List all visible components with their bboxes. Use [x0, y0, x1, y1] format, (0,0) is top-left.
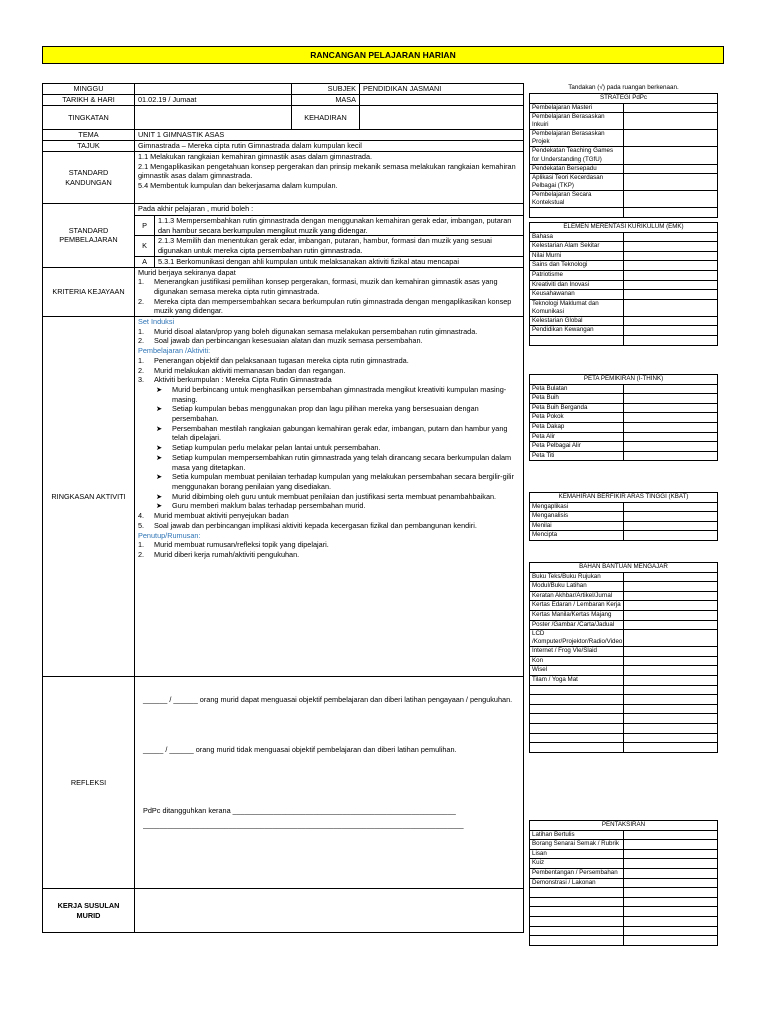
checklist-checkbox[interactable] — [624, 232, 718, 242]
checklist-label: LCD /Komputer/Projektor/Radio/Video — [530, 630, 624, 647]
checklist-checkbox[interactable] — [624, 451, 718, 461]
checklist-label — [530, 916, 624, 926]
checklist-checkbox[interactable] — [624, 907, 718, 917]
checklist-row — [530, 113, 718, 130]
checklist-row — [530, 326, 718, 336]
checklist-checkbox[interactable] — [624, 531, 718, 541]
checklist-checkbox[interactable] — [624, 403, 718, 413]
checklist-row — [530, 601, 718, 611]
subjek-value[interactable]: PENDIDIKAN JASMANI — [360, 84, 524, 95]
checklist-row — [530, 394, 718, 404]
checklist-checkbox[interactable] — [624, 656, 718, 666]
checklist-label — [530, 907, 624, 917]
checklist-checkbox[interactable] — [624, 174, 718, 191]
checklist-row — [530, 620, 718, 630]
ringkasan-label: RINGKASAN AKTIVITI — [43, 317, 135, 677]
checklist-row — [530, 413, 718, 423]
checklist-label: Peta Alir — [530, 432, 624, 442]
checklist-checkbox[interactable] — [624, 413, 718, 423]
checklist-checkbox[interactable] — [624, 326, 718, 336]
checklist-row — [530, 521, 718, 531]
standard-pembelajaran-label: STANDARD PEMBELAJARAN — [43, 204, 135, 268]
arrow-bullet-icon: ➤ — [156, 404, 163, 414]
checklist-label: Pembelajaran Secara Kontekstual — [530, 191, 624, 208]
checklist-label: Kelestarian Alam Sekitar — [530, 242, 624, 252]
standard-kandungan-content — [135, 152, 524, 204]
checklist-label: Peta Dakap — [530, 422, 624, 432]
checklist-row — [530, 591, 718, 601]
checklist-checkbox[interactable] — [624, 582, 718, 592]
aktiviti-sub-item: ➤ Setiap kumpulan bebas menggunakan prop dan lagu pilihan mereka yang bersesuaian dengan persembahan. — [156, 404, 479, 424]
checklist-label — [530, 936, 624, 946]
checklist-label: Latihan Bertulis — [530, 830, 624, 840]
aktiviti-sub-item: ➤ Murid dibimbing oleh guru untuk membuat penilaian dan justifikasi serta membuat penambahbaikan. — [156, 491, 497, 501]
checklist-label: Kon — [530, 656, 624, 666]
checklist-label: Peta Bulatan — [530, 384, 624, 394]
kbat-table — [529, 492, 718, 541]
checklist-checkbox[interactable] — [624, 724, 718, 734]
penutup-item: 2. Murid diberi kerja rumah/aktiviti pengukuhan. — [138, 549, 300, 559]
checklist-row — [530, 907, 718, 917]
checklist-row — [530, 830, 718, 840]
checklist-label: Internet / Frog Vle/Slaid — [530, 647, 624, 657]
checklist-row — [530, 502, 718, 512]
checklist-checkbox[interactable] — [624, 208, 718, 218]
checklist-row — [530, 232, 718, 242]
checklist-checkbox[interactable] — [624, 164, 718, 174]
checklist-row — [530, 743, 718, 753]
checklist-label — [530, 743, 624, 753]
checklist-row — [530, 849, 718, 859]
checklist-row — [530, 103, 718, 113]
aktiviti-item: 3. Aktiviti berkumpulan : Mereka Cipta Rutin Gimnastrada — [138, 375, 332, 385]
checklist-row — [530, 610, 718, 620]
checklist-row — [530, 164, 718, 174]
checklist-label — [530, 695, 624, 705]
checklist-label: Wisel — [530, 666, 624, 676]
checklist-label: Patriotisme — [530, 270, 624, 280]
sp-text: 1.1.3 Mempersembahkan rutin gimnastrada dengan menggunakan kemahiran gerak edar, imbangan, putaran dan hambur secara berkumpulan mengikut muzik yang didengar. — [155, 216, 524, 236]
checklist-row — [530, 868, 718, 878]
tema-label: TEMA — [43, 130, 135, 141]
checklist-checkbox[interactable] — [624, 261, 718, 271]
checklist-row — [530, 147, 718, 164]
ithink-title: PETA PEMIKIRAN (I-THINK) — [530, 375, 718, 385]
lesson-plan-table — [42, 83, 524, 933]
checklist-row — [530, 270, 718, 280]
arrow-bullet-icon: ➤ — [156, 491, 163, 501]
kriteria-intro: Murid berjaya sekiranya dapat — [138, 267, 236, 277]
pembelajaran-heading: Pembelajaran /Aktiviti: — [138, 346, 211, 356]
checklist-row — [530, 630, 718, 647]
aktiviti-sub-item: ➤ Guru memberi maklum balas terhadap persembahan murid. — [156, 501, 366, 511]
kriteria-content — [135, 267, 524, 317]
checklist-label — [530, 724, 624, 734]
checklist-label: Peta Pokok — [530, 413, 624, 423]
tema-value[interactable]: UNIT 1 GIMNASTIK ASAS — [135, 130, 524, 141]
kehadiran-label: KEHADIRAN — [292, 106, 360, 130]
checklist-row — [530, 442, 718, 452]
checklist-label: Kertas Edaran / Lembaran Kerja — [530, 601, 624, 611]
checklist-checkbox[interactable] — [624, 394, 718, 404]
checklist-label — [530, 897, 624, 907]
kriteria-label: KRITERIA KEJAYAAN — [43, 267, 135, 317]
checklist-checkbox[interactable] — [624, 280, 718, 290]
checklist-checkbox[interactable] — [624, 685, 718, 695]
checklist-label: Borang Senarai Semak / Rubrik — [530, 840, 624, 850]
checklist-row — [530, 859, 718, 869]
checklist-label — [530, 888, 624, 898]
checklist-row — [530, 888, 718, 898]
checklist-label: Sains dan Teknologi — [530, 261, 624, 271]
set-induksi-heading: Set Induksi — [138, 317, 175, 327]
aktiviti-sub-item: ➤ Setiap kumpulan mempersembahkan rutin gimnastrada yang telah dirancang secara berkumpulan dalam masa yang ditetapkan. — [156, 452, 512, 472]
checklist-row — [530, 316, 718, 326]
arrow-bullet-icon: ➤ — [156, 472, 163, 482]
checklist-row — [530, 695, 718, 705]
checklist-label: Kuiz — [530, 859, 624, 869]
penutup-item: 1. Murid membuat rumusan/refleksi topik yang dipelajari. — [138, 540, 329, 550]
checklist-checkbox[interactable] — [624, 620, 718, 630]
aktiviti-item: 2. Murid melakukan aktiviti memanasan badan dan regangan. — [138, 365, 346, 375]
refleksi-content[interactable] — [135, 677, 524, 889]
checklist-checkbox[interactable] — [624, 191, 718, 208]
aktiviti-item: 1. Penerangan objektif dan pelaksanaan tugasan mereka cipta rutin gimnastrada. — [138, 355, 409, 365]
checklist-label — [530, 704, 624, 714]
checklist-checkbox[interactable] — [624, 916, 718, 926]
tajuk-label: TAJUK — [43, 141, 135, 152]
checklist-row — [530, 724, 718, 734]
checklist-row — [530, 572, 718, 582]
checklist-checkbox[interactable] — [624, 840, 718, 850]
induksi-item: 2. Soal jawab dan perbincangan kesesuaian alatan dan muzik semasa persembahan. — [138, 336, 423, 346]
strategi-table — [529, 93, 718, 218]
checklist-checkbox[interactable] — [624, 442, 718, 452]
pentaksiran-table — [529, 820, 718, 946]
checklist-row — [530, 208, 718, 218]
checklist-label: Pendekatan Bersepadu — [530, 164, 624, 174]
checklist-label: Demonstrasi / Lakonan — [530, 878, 624, 888]
checklist-checkbox[interactable] — [624, 714, 718, 724]
checklist-label: Bahasa — [530, 232, 624, 242]
sk-item: 1.1 Melakukan rangkaian kemahiran gimnastik asas dalam gimnastrada. — [138, 152, 373, 161]
checklist-label: Nilai Murni — [530, 251, 624, 261]
aktiviti-sub-item: ➤ Setia kumpulan membuat penilaian terhadap kumpulan yang melakukan persembahan secara bergilir-gilir menggunakan borang penilaian yang disediakan. — [156, 472, 514, 491]
refleksi-line: _____ / ______ orang murid tidak menguasai objektif pembelajaran dan diberi latihan pemulihan. — [143, 744, 457, 754]
checklist-label: Tilam / Yoga Mat — [530, 676, 624, 686]
checklist-checkbox[interactable] — [624, 601, 718, 611]
checklist-label: Peta Buih Berganda — [530, 403, 624, 413]
checklist-row — [530, 432, 718, 442]
checklist-checkbox[interactable] — [624, 591, 718, 601]
kerja-susulan-value[interactable] — [135, 889, 524, 933]
kerja-susulan-label: KERJA SUSULAN MURID — [43, 889, 135, 933]
checklist-label: Pendidikan Kewangan — [530, 326, 624, 336]
sp-key: K — [135, 236, 155, 256]
checklist-row — [530, 403, 718, 413]
checklist-row — [530, 191, 718, 208]
tarikh-label: TARIKH & HARI — [43, 95, 135, 106]
checklist-row — [530, 174, 718, 191]
sp-key: A — [135, 256, 155, 267]
checklist-label: Menilai — [530, 521, 624, 531]
checklist-checkbox[interactable] — [624, 704, 718, 714]
checklist-checkbox[interactable] — [624, 676, 718, 686]
sk-item: 2.1 Mengaplikasikan pengetahuan konsep pergerakan dan prinsip mekanik semasa melakukan rangkaian kemahiran gimnastik asas dalam gimnastrada. — [138, 161, 516, 181]
checklist-checkbox[interactable] — [624, 384, 718, 394]
refleksi-line: _______________________________________________________________________________ — [143, 820, 464, 830]
checklist-label — [530, 336, 624, 346]
checklist-row — [530, 733, 718, 743]
checklist-checkbox[interactable] — [624, 521, 718, 531]
checklist-label: Teknologi Maklumat dan Komunikasi — [530, 299, 624, 316]
checklist-checkbox[interactable] — [624, 936, 718, 946]
emk-title: ELEMEN MERENTASI KURIKULUM (EMK) — [530, 223, 718, 233]
checklist-row — [530, 422, 718, 432]
checklist-checkbox[interactable] — [624, 888, 718, 898]
checklist-label: Keusahawanan — [530, 290, 624, 300]
sp-text: 2.1.3 Memilih dan menentukan gerak edar, imbangan, putaran, hambur, formasi dan muzik yang sesuai digunakan untuk mereka cipta persembahan rutin gimnastrada. — [155, 236, 524, 256]
checklist-row — [530, 656, 718, 666]
checklist-row — [530, 714, 718, 724]
checklist-label: Mengaplikasi — [530, 502, 624, 512]
checklist-checkbox[interactable] — [624, 147, 718, 164]
kriteria-item: 1. Menerangkan justifikasi pemilihan konsep pergerakan, formasi, muzik dan kemahiran gimnastik asas yang digunakan semasa mereka cipta rutin gimnastrada. — [138, 277, 498, 296]
checklist-row — [530, 878, 718, 888]
minggu-value[interactable] — [135, 84, 292, 95]
checklist-label: Menganalisis — [530, 512, 624, 522]
checklist-checkbox[interactable] — [624, 647, 718, 657]
aktiviti-sub-item: ➤ Persembahan mestilah rangkaian gabungan kemahiran gerak edar, imbangan, putarn dan hambur yang telah dipelajari. — [156, 423, 508, 443]
checklist-label: Peta Buih — [530, 394, 624, 404]
checklist-checkbox[interactable] — [624, 610, 718, 620]
checklist-checkbox[interactable] — [624, 830, 718, 840]
checklist-row — [530, 531, 718, 541]
checklist-checkbox[interactable] — [624, 270, 718, 280]
arrow-bullet-icon: ➤ — [156, 501, 163, 511]
tajuk-value[interactable]: Gimnastrada – Mereka cipta rutin Gimnastrada dalam kumpulan kecil — [135, 141, 524, 152]
checklist-row — [530, 676, 718, 686]
subjek-label: SUBJEK — [292, 84, 360, 95]
checklist-label: Pembelajaran Berasaskan Projek — [530, 130, 624, 147]
kehadiran-value[interactable] — [360, 106, 524, 130]
checklist-label — [530, 685, 624, 695]
refleksi-line: ______ / ______ orang murid dapat menguasai objektif pembelajaran dan diberi latihan pengayaan / pengukuhan. — [143, 695, 513, 705]
refleksi-label: REFLEKSI — [43, 677, 135, 889]
checklist-checkbox[interactable] — [624, 572, 718, 582]
checklist-row — [530, 582, 718, 592]
checklist-checkbox[interactable] — [624, 299, 718, 316]
checklist-label — [530, 926, 624, 936]
checklist-checkbox[interactable] — [624, 630, 718, 647]
checklist-label: Poster /Gambar /Carta/Jadual — [530, 620, 624, 630]
checklist-row — [530, 685, 718, 695]
checklist-label: Keratan Akhbar/Artikel/Jurnal — [530, 591, 624, 601]
checklist-label: Kelestarian Global — [530, 316, 624, 326]
aktiviti-item: 5. Soal jawab dan perbincangan implikasi aktiviti kepada kecergasan fizikal dan pembangunan kendiri. — [138, 520, 477, 530]
checklist-label — [530, 714, 624, 724]
induksi-item: 1. Murid disoal alatan/prop yang boleh digunakan semasa melakukan persembahan rutin gimnastrada. — [138, 326, 478, 336]
emk-table — [529, 222, 718, 346]
masa-label: MASA — [292, 95, 360, 106]
checklist-row — [530, 336, 718, 346]
checklist-label: Mencipta — [530, 531, 624, 541]
checklist-checkbox[interactable] — [624, 242, 718, 252]
checklist-checkbox[interactable] — [624, 666, 718, 676]
arrow-bullet-icon: ➤ — [156, 423, 163, 433]
kriteria-item: 2. Mereka cipta dan mempersembahkan secara berkumpulan rutin gimnastrada dengan mengaplikasikan konsep muzik yang didengar. — [138, 296, 512, 316]
refleksi-line: PdPc ditangguhkan kerana _______________________________________________________ — [143, 806, 456, 816]
checklist-row — [530, 840, 718, 850]
ringkasan-content — [135, 317, 524, 677]
penutup-heading: Penutup/Rumusan: — [138, 530, 201, 540]
checklist-row — [530, 130, 718, 147]
checklist-label: Peta Titi — [530, 451, 624, 461]
kbat-title: KEMAHIRAN BERFIKIR ARAS TINGGI (KBAT) — [530, 493, 718, 503]
checklist-checkbox[interactable] — [624, 512, 718, 522]
checklist-row — [530, 451, 718, 461]
checklist-row — [530, 242, 718, 252]
checklist-row — [530, 926, 718, 936]
sk-item: 5.4 Membentuk kumpulan dan bekerjasama dalam kumpulan. — [138, 181, 338, 191]
strategi-title: STRATEGI PdPc — [530, 94, 718, 104]
checklist-checkbox[interactable] — [624, 926, 718, 936]
checklist-row — [530, 261, 718, 271]
checklist-row — [530, 647, 718, 657]
minggu-label: MINGGU — [43, 84, 135, 95]
tarikh-value[interactable]: 01.02.19 / Jumaat — [135, 95, 292, 106]
checklist-checkbox[interactable] — [624, 290, 718, 300]
checklist-checkbox[interactable] — [624, 103, 718, 113]
checklist-checkbox[interactable] — [624, 733, 718, 743]
bahan-title: BAHAN BANTUAN MENGAJAR — [530, 563, 718, 573]
checklist-row — [530, 897, 718, 907]
arrow-bullet-icon: ➤ — [156, 384, 163, 394]
checklist-label: Buku Teks/Buku Rujukan — [530, 572, 624, 582]
masa-value[interactable] — [360, 95, 524, 106]
standard-kandungan-label: STANDARD KANDUNGAN — [43, 152, 135, 204]
arrow-bullet-icon: ➤ — [156, 452, 163, 462]
checklist-checkbox[interactable] — [624, 422, 718, 432]
checklist-row — [530, 512, 718, 522]
checklist-checkbox[interactable] — [624, 130, 718, 147]
checklist-label: Kertas Manila/Kertas Majang — [530, 610, 624, 620]
checklist-checkbox[interactable] — [624, 113, 718, 130]
bahan-table — [529, 562, 718, 753]
checklist-label: Pendekatan Teaching Games for Understanding (TGfU) — [530, 147, 624, 164]
checklist-row — [530, 384, 718, 394]
sp-text: 5.3.1 Berkomunikasi dengan ahli kumpulan untuk melaksanakan aktiviti fizikal atau mencapai — [155, 256, 524, 267]
checklist-checkbox[interactable] — [624, 336, 718, 346]
checklist-row — [530, 936, 718, 946]
checklist-row — [530, 916, 718, 926]
checklist-checkbox[interactable] — [624, 502, 718, 512]
tingkatan-label: TINGKATAN — [43, 106, 135, 130]
checklist-label: Kreativiti dan Inovasi — [530, 280, 624, 290]
checklist-label: Modul/Buku Latihan — [530, 582, 624, 592]
checklist-row — [530, 704, 718, 714]
checklist-row — [530, 666, 718, 676]
page-title: RANCANGAN PELAJARAN HARIAN — [42, 46, 724, 64]
aktiviti-item: 4. Murid membuat aktiviti penyejukan badan — [138, 511, 289, 521]
checklist-checkbox[interactable] — [624, 251, 718, 261]
checklist-row — [530, 280, 718, 290]
checklist-checkbox[interactable] — [624, 316, 718, 326]
arrow-bullet-icon: ➤ — [156, 443, 163, 453]
checklist-checkbox[interactable] — [624, 743, 718, 753]
checklist-checkbox[interactable] — [624, 868, 718, 878]
checklist-label — [530, 208, 624, 218]
checklist-checkbox[interactable] — [624, 897, 718, 907]
tingkatan-value[interactable] — [135, 106, 292, 130]
checklist-checkbox[interactable] — [624, 432, 718, 442]
checklist-label: Pembentangan / Persembahan — [530, 868, 624, 878]
checklist-checkbox[interactable] — [624, 859, 718, 869]
sp-key: P — [135, 216, 155, 236]
sp-intro: Pada akhir pelajaran , murid boleh : — [135, 204, 524, 216]
checklist-checkbox[interactable] — [624, 878, 718, 888]
checklist-row — [530, 299, 718, 316]
checklist-row — [530, 290, 718, 300]
checklist-checkbox[interactable] — [624, 695, 718, 705]
aktiviti-sub-item: ➤ Setiap kumpulan perlu melakar pelan lantai untuk persembahan. — [156, 443, 381, 453]
checklist-label: Lisan — [530, 849, 624, 859]
checklist-checkbox[interactable] — [624, 849, 718, 859]
ithink-table — [529, 374, 718, 461]
pentaksiran-title: PENTAKSIRAN — [530, 821, 718, 831]
checklist-label — [530, 733, 624, 743]
aktiviti-sub-item: ➤ Murid berbincang untuk menghasilkan persembahan gimnastrada mengikut kreativiti kumpulan masing-masing. — [156, 384, 507, 404]
checklist-label: Pembelajaran Berasaskan Inkuiri — [530, 113, 624, 130]
checklist-label: Aplikasi Teori Kecerdasan Pelbagai (TKP) — [530, 174, 624, 191]
checklist-label: Peta Pelbagai Alir — [530, 442, 624, 452]
sidebar-note: Tandakan (√) pada ruangan berkenaan. — [568, 84, 679, 91]
checklist-row — [530, 251, 718, 261]
checklist-label: Pembelajaran Masteri — [530, 103, 624, 113]
